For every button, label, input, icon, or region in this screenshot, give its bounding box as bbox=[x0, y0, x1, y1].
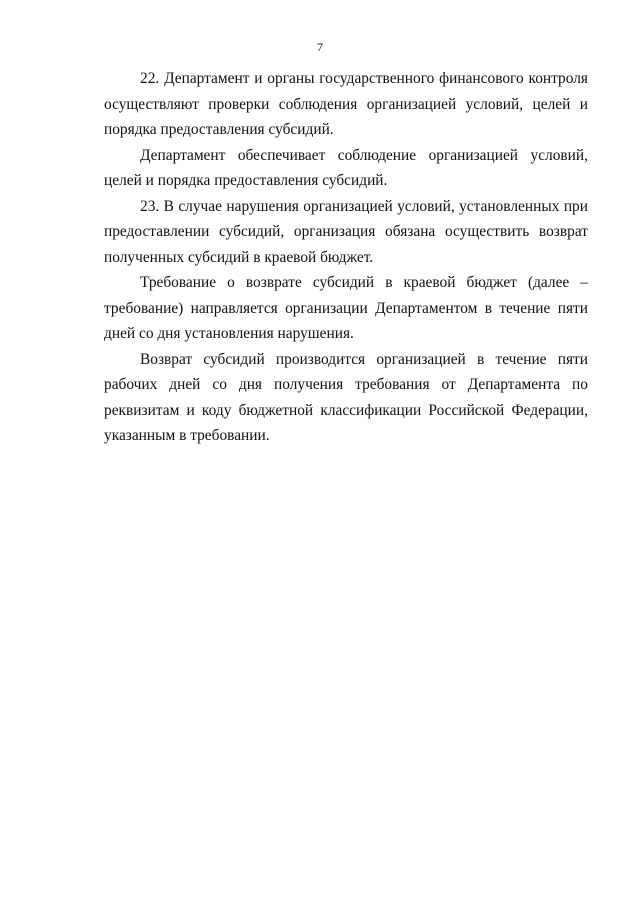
paragraph-22: 22. Департамент и органы государственного финансового контроля осуществляют проверки соблюдения организацией условий, целей и порядка предоставления субсидий. bbox=[104, 70, 588, 138]
document-body bbox=[104, 66, 588, 449]
paragraph-department-ensures: Департамент обеспечивает соблюдение организацией условий, целей и порядка предоставления субсидий. bbox=[104, 146, 588, 189]
paragraph-return-procedure: Возврат субсидий производится организацией в течение пяти рабочих дней со дня получения требования от Департамента по реквизитам и коду бюджетной классификации Российской Федерации, указанным в требовании. bbox=[104, 350, 588, 444]
paragraph-23: 23. В случае нарушения организацией условий, установленных при предоставлении субсидий, организация обязана осуществить возврат полученных субсидий в краевой бюджет. bbox=[104, 197, 588, 266]
paragraph-return-requirement: Требование о возврате субсидий в краевой бюджет (далее – требование) направляется организации Департаментом в течение пяти дней со дня установления нарушения. bbox=[104, 274, 588, 342]
page-number: 7 bbox=[317, 40, 323, 54]
